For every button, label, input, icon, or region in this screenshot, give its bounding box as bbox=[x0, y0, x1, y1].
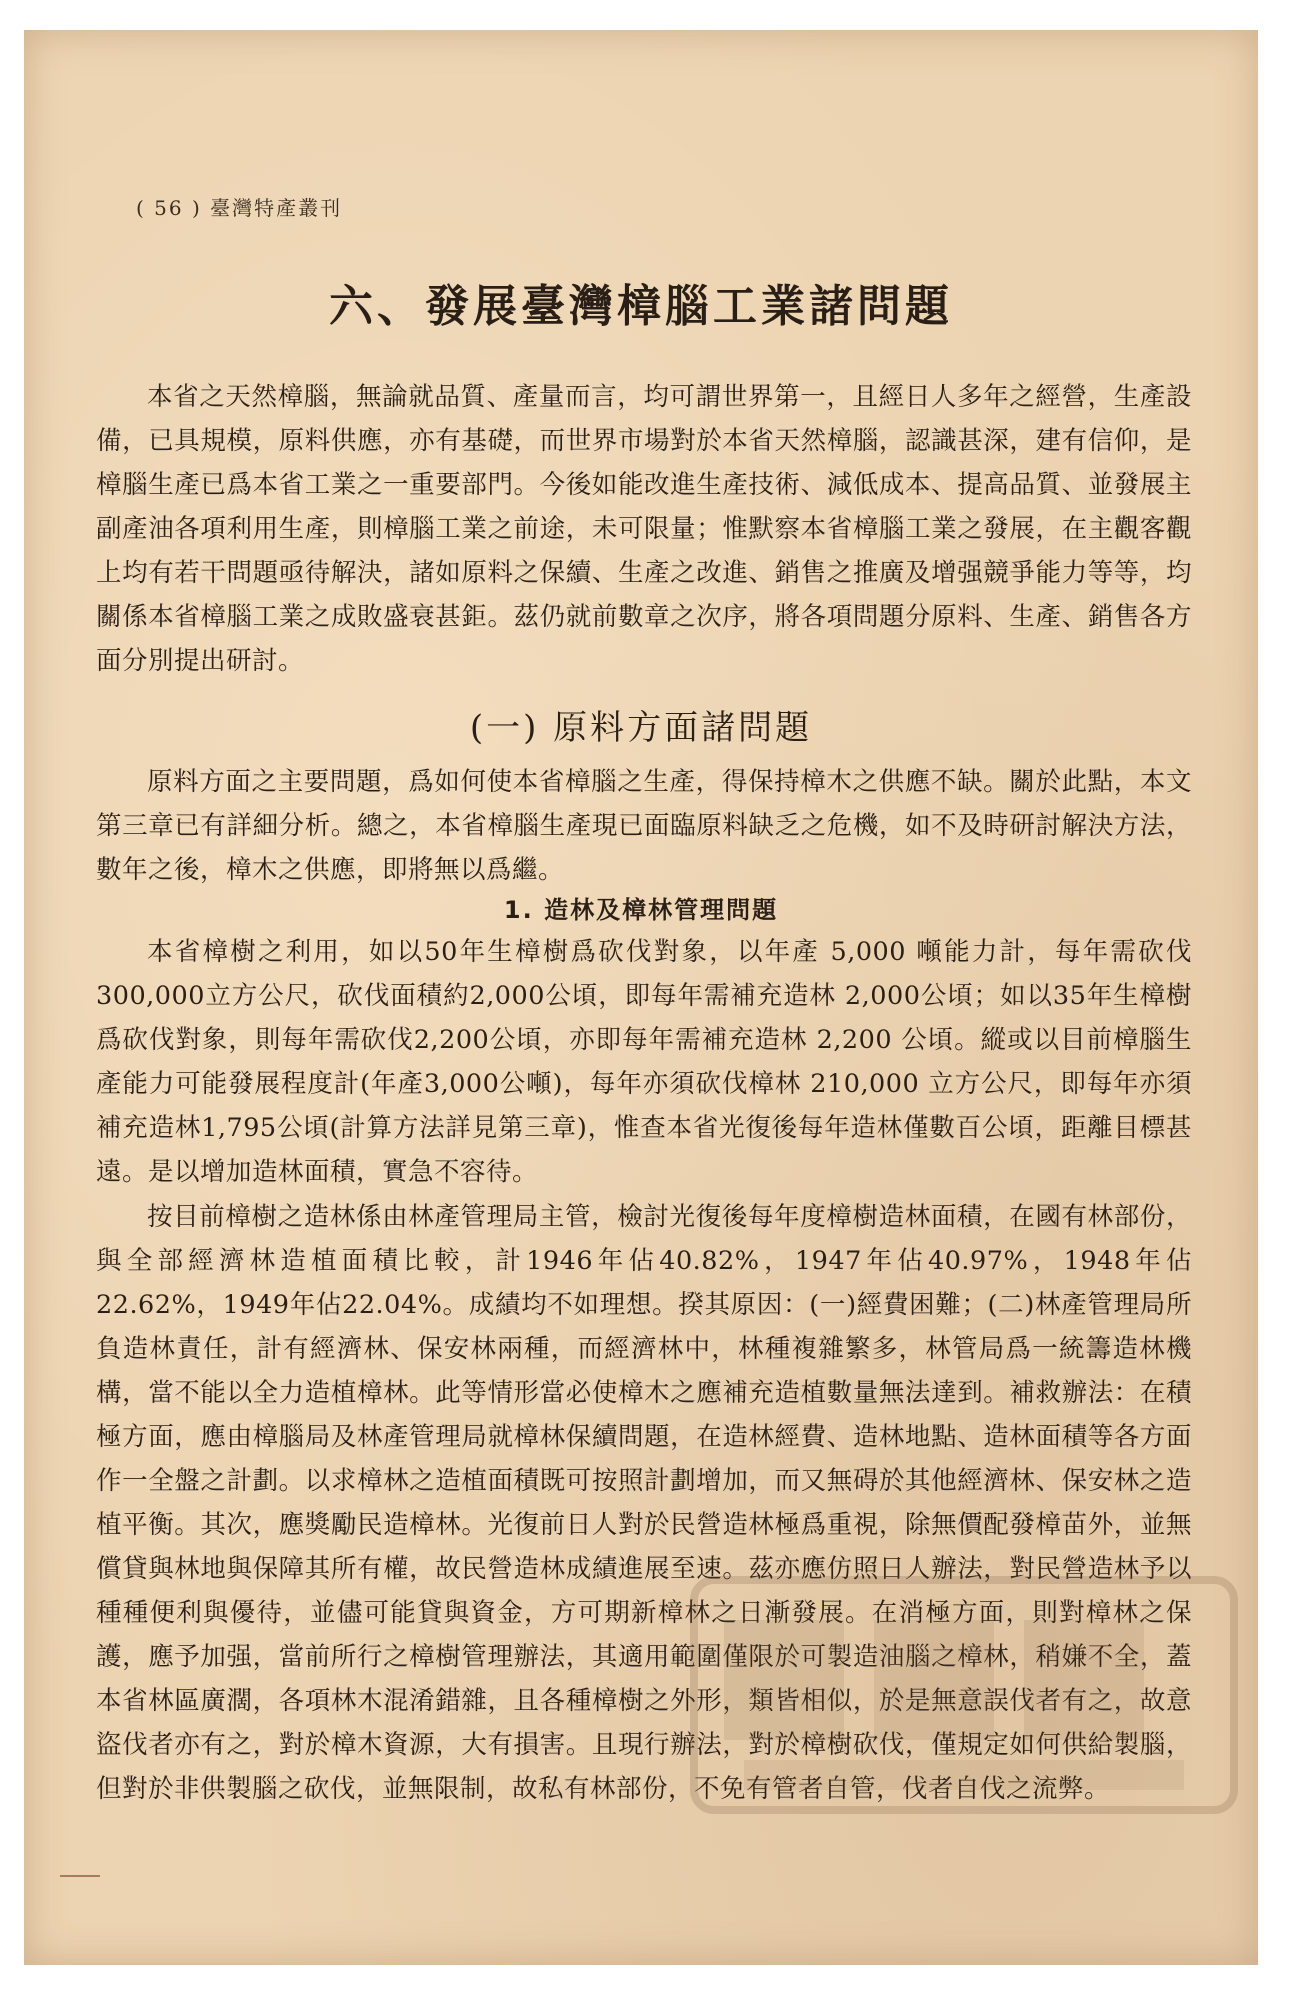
page-header bbox=[136, 192, 342, 221]
paragraph-management: 按目前樟樹之造林係由林產管理局主管，檢討光復後每年度樟樹造林面積，在國有林部份，與全部經濟林造植面積比較，計1946年佔40.82%，1947年佔40.97%，1948年佔22.62%，1949年佔22.04%。成績均不如理想。揆其原因：(一)經費困難；(二)林產管理局所負造林責任，計有經濟林、保安林兩種，而經濟林中，林種複雜繁多，林管局爲一統籌造林機構，當不能以全力造植樟林。此等情形當必使樟木之應補充造植數量無法達到。補救辦法：在積極方面，應由樟腦局及林產管理局就樟林保續問題，在造林經費、造林地點、造林面積等各方面作一全盤之計劃。以求樟林之造植面積既可按照計劃增加，而又無碍於其他經濟林、保安林之造植平衡。其次，應獎勵民造樟林。光復前日人對於民營造林極爲重視，除無價配發樟苗外，並無償貸與林地與保障其所有權，故民營造林成績進展至速。茲亦應仿照日人辦法，對民營造林予以種種便利與優待，並儘可能貸與資金，方可期新樟林之日漸發展。在消極方面，則對樟林之保護，應予加强，當前所行之樟樹管理辦法，其適用範圍僅限於可製造油腦之樟林，稍嫌不全，蓋本省林區廣濶，各項林木混淆錯雜，且各種樟樹之外形，類皆相似，於是無意誤伐者有之，故意盜伐者亦有之，對於樟木資源，大有損害。且現行辦法，對於樟樹砍伐，僅規定如何供給製腦，但對於非供製腦之砍伐，並無限制，故私有林部份，不免有管者自管，伐者自伐之流弊。 bbox=[96, 1202, 1192, 1804]
paragraph-afforestation: 本省樟樹之利用，如以50年生樟樹爲砍伐對象，以年產 5,000 噸能力計，每年需砍伐300,000立方公尺，砍伐面積約2,000公頃，即每年需補充造林 2,000公頃；如以35年生樟樹爲砍伐對象，則每年需砍伐2,200公頃，亦即每年需補充造林 2,200 公頃。縱或以目前樟腦生產能力可能發展程度計(年產3,000公噸)，每年亦須砍伐樟林 210,000 立方公尺，即每年亦須補充造林1,795公頃(計算方法詳見第三章)，惟查本省光復後每年造林僅數百公頃，距離目標甚遠。是以增加造林面積，實急不容待。 bbox=[96, 937, 1192, 1187]
series-title: 臺灣特產叢刊 bbox=[210, 196, 343, 220]
section-paragraph: 原料方面之主要問題，爲如何使本省樟腦之生產，得保持樟木之供應不缺。關於此點，本文第三章已有詳細分析。總之，本省樟腦生產現已面臨原料缺乏之危機，如不及時研討解決方法，數年之後，樟木之供應，即將無以爲繼。 bbox=[96, 767, 1192, 885]
subsection-title: 1. 造林及樟林管理問題 bbox=[503, 896, 779, 924]
paper-mark bbox=[60, 1875, 100, 1877]
page-number: ( 56 ) bbox=[136, 196, 202, 220]
chapter-title: 六、發展臺灣樟腦工業諸問題 bbox=[329, 281, 953, 332]
library-stamp-watermark bbox=[684, 1560, 1244, 1860]
document-page bbox=[24, 30, 1258, 1965]
intro-paragraph: 本省之天然樟腦，無論就品質、產量而言，均可謂世界第一，且經日人多年之經營，生產設備，已具規模，原料供應，亦有基礎，而世界市場對於本省天然樟腦，認識甚深，建有信仰，是樟腦生產已爲本省工業之一重要部門。今後如能改進生產技術、減低成本、提高品質、並發展主副產油各項利用生產，則樟腦工業之前途，未可限量；惟默察本省樟腦工業之發展，在主觀客觀上均有若干問題亟待解決，諸如原料之保續、生產之改進、銷售之推廣及增强競爭能力等等，均關係本省樟腦工業之成敗盛衰甚鉅。茲仍就前數章之次序，將各項問題分原料、生產、銷售各方面分別提出研討。 bbox=[96, 382, 1192, 676]
section-title: (一) 原料方面諸問題 bbox=[469, 708, 813, 748]
